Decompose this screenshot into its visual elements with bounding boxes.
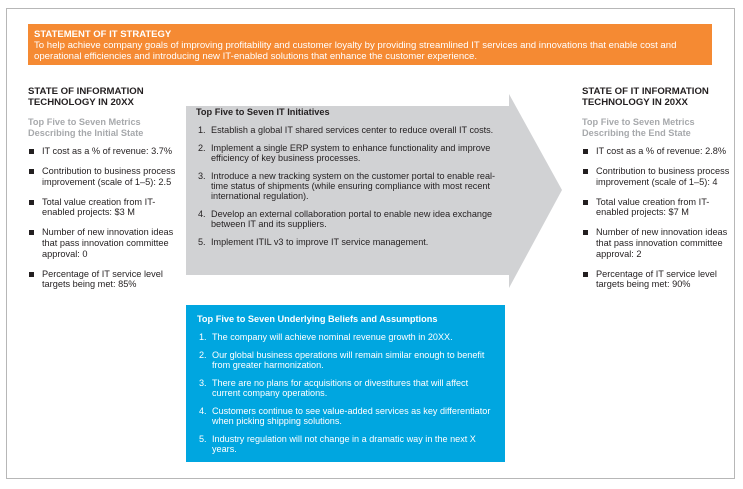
initiative-item: 5. Implement ITIL v3 to improve IT service management.: [198, 236, 429, 247]
end-metrics-list: [582, 146, 732, 290]
belief-item: 2. Our global business operations will remain similar enough to benefit from greater harmonization.: [199, 349, 485, 370]
bullet-square-icon: [29, 200, 34, 205]
metric-item: Total value creation from IT-enabled projects: $3 M: [28, 197, 178, 218]
beliefs-panel: [186, 305, 505, 462]
initiative-item: 2. Implement a single ERP system to enhance functionality and improve efficiency of key business processes.: [198, 142, 491, 163]
strategy-title: STATEMENT OF IT STRATEGY: [34, 29, 172, 40]
bullet-square-icon: [583, 200, 588, 205]
end-state-column: [582, 86, 732, 299]
initiatives-list: [196, 125, 501, 247]
beliefs-title: Top Five to Seven Underlying Beliefs and Assumptions: [197, 314, 438, 324]
metric-item: IT cost as a % of revenue: 3.7%: [28, 146, 178, 157]
metric-item: IT cost as a % of revenue: 2.8%: [582, 146, 732, 157]
bullet-square-icon: [29, 230, 34, 235]
bullet-square-icon: [583, 272, 588, 277]
initial-state-subheading: Top Five to Seven Metrics Describing the Initial State: [28, 117, 144, 138]
strategy-text: To help achieve company goals of improving profitability and customer loyalty by providing streamlined IT services and innovations that enable cost and operational efficiencies and introducing new IT-enabled solutions that enhance the customer experience.: [34, 40, 677, 62]
initiative-item: 4. Develop an external collaboration portal to enable new idea exchange between IT and its suppliers.: [198, 208, 493, 230]
initiative-item: 1. Establish a global IT shared services center to reduce overall IT costs.: [198, 125, 494, 135]
belief-item: 3. There are no plans for acquisitions or divestitures that will affect current company operations.: [199, 377, 469, 398]
metric-item: Number of new innovation ideas that pass innovation committee approval: 2: [582, 227, 732, 259]
strategy-banner: [28, 24, 712, 65]
belief-item: 1. The company will achieve nominal revenue growth in 20XX.: [199, 332, 453, 342]
metric-item: Number of new innovation ideas that pass innovation committee approval: 0: [28, 227, 178, 259]
bullet-square-icon: [583, 169, 588, 174]
bullet-square-icon: [583, 149, 588, 154]
bullet-square-icon: [29, 272, 34, 277]
bullet-square-icon: [29, 169, 34, 174]
initiatives-title: Top Five to Seven IT Initiatives: [196, 107, 330, 117]
metric-item: Percentage of IT service level targets being met: 90%: [582, 269, 732, 290]
end-state-heading: STATE OF IT INFORMATION TECHNOLOGY IN 20XX: [582, 86, 709, 108]
initial-state-column: [28, 86, 178, 299]
initial-metrics-list: [28, 146, 178, 290]
initiative-item: 3. Introduce a new tracking system on the customer portal to enable real-time status of shipments (while ensuring compliance with most recent international regulation).: [198, 170, 496, 202]
metric-item: Total value creation from IT-enabled projects: $7 M: [582, 197, 732, 218]
beliefs-list: [197, 332, 495, 454]
end-state-subheading: Top Five to Seven Metrics Describing the End State: [582, 117, 695, 138]
belief-item: 5. Industry regulation will not change in a dramatic way in the next X years.: [199, 433, 476, 454]
belief-item: 4. Customers continue to see value-added services as key differentiator when picking shipping solutions.: [199, 405, 491, 426]
bullet-square-icon: [583, 230, 588, 235]
metric-item: Contribution to business process improvement (scale of 1–5): 2.5: [28, 166, 178, 187]
bullet-square-icon: [29, 149, 34, 154]
metric-item: Percentage of IT service level targets being met: 85%: [28, 269, 178, 290]
initial-state-heading: STATE OF INFORMATION TECHNOLOGY IN 20XX: [28, 86, 144, 108]
metric-item: Contribution to business process improvement (scale of 1–5): 4: [582, 166, 732, 187]
initiatives-panel: [196, 107, 501, 255]
